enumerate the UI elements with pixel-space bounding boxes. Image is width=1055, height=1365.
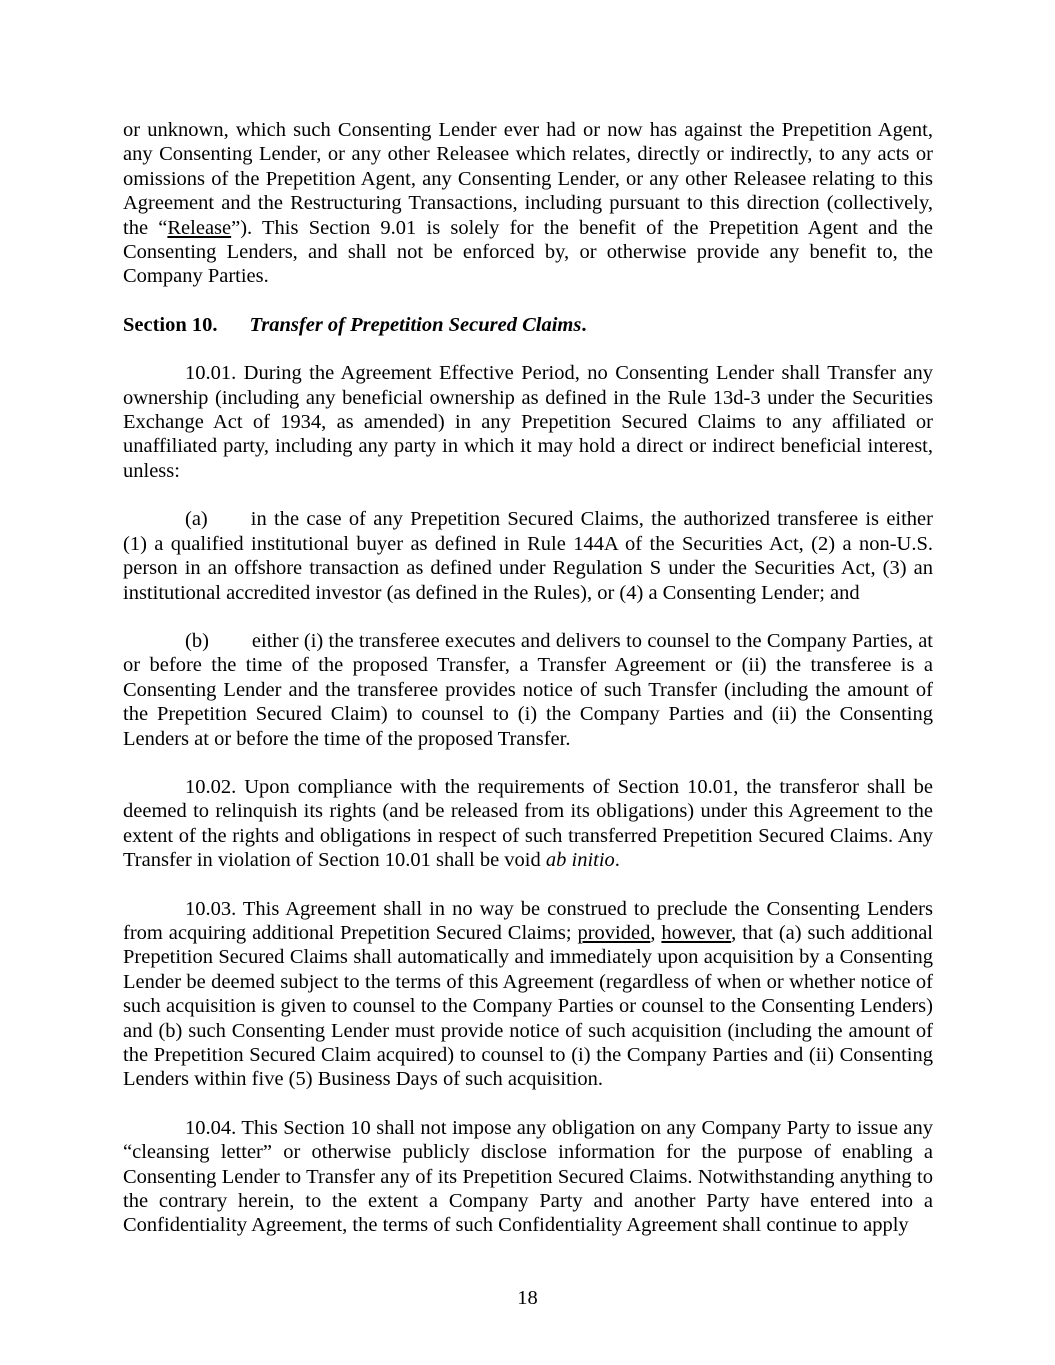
para-10-02 [123, 775, 933, 873]
para-release-clause [123, 118, 933, 289]
text-run: , that (a) such additional Prepetition Secured Claims shall automatically and immediately upon acquisition by a Consenting Lender be deemed subject to the terms of this Agreement (regardless of when or whether notice of such acquisition is given to counsel to the Company Parties or counsel to the Consenting Lenders) and (b) such Consenting Lender must provide notice of such acquisition (including the amount of the Prepetition Secured Claim acquired) to counsel to (i) the Company Parties and (ii) Consenting Lenders within five (5) Business Days of such acquisition. [123, 921, 933, 1091]
page-number: 18 [517, 1286, 538, 1309]
page-body [123, 118, 933, 1262]
text-run: in the case of any Prepetition Secured Claims, the authorized transferee is either (1) a qualified institutional buyer as defined in Rule 144A of the Securities Act, (2) a non-U.S. person in an offshore transaction as defined under Regulation S under the Securities Act, (3) an institutional accredited investor (as defined in the Rules), or (4) a Consenting Lender; and [123, 508, 933, 604]
para-10-01 [123, 361, 933, 483]
text-run: ”). This Section 9.01 is solely for the benefit of the Prepetition Agent and the Consenting Lenders, and shall not be enforced by, or otherwise provide any benefit to, the Company Parties. [123, 216, 933, 288]
text-run-u: provided [577, 921, 651, 944]
para-item-a [123, 507, 933, 605]
text-run: , [650, 921, 662, 944]
text-run: 10.02. Upon compliance with the requirements of Section 10.01, the transferor shall be deemed to relinquish its rights (and be released from its obligations) under this Agreement to the extent of the rights and obligations in respect of such transferred Prepetition Secured Claims. Any Transfer in violation of Section 10.01 shall be void [123, 775, 933, 872]
text-run-bi: Transfer of Prepetition Secured Claims [249, 313, 582, 336]
text-run: either (i) the transferee executes and delivers to counsel to the Company Parties, at or before the time of the proposed Transfer, a Transfer Agreement or (ii) the transferee is a Consenting Lender and the transferee provides notice of such Transfer (including the amount of the Prepetition Secured Claim) to counsel to (i) the Company Parties and (ii) the Consenting Lenders at or before the time of the proposed Transfer. [123, 629, 933, 750]
text-run: (a) [185, 508, 208, 531]
text-run-u: Release [167, 216, 232, 239]
text-run-u: however [661, 921, 732, 944]
text-run-i: ab initio [545, 849, 615, 872]
heading-section-10 [123, 313, 933, 337]
text-run: or unknown, which such Consenting Lender ever had or now has against the Prepetition Agent, any Consenting Lender, or any other Releasee which relates, directly or indirectly, to any acts or omissions of the Prepetition Agent, any Consenting Lender, or any other Releasee relating to this Agreement and the Restructuring Transactions, including pursuant to this direction (collectively, the “ [123, 119, 933, 239]
para-10-03 [123, 897, 933, 1092]
para-10-04 [123, 1116, 933, 1238]
text-run: 10.04. This Section 10 shall not impose any obligation on any Company Party to issue any “cleansing letter” or otherwise publicly disclose information for the purpose of enabling a Consenting Lender to Transfer any of its Prepetition Secured Claims. Notwithstanding anything to the contrary herein, to the extent a Company Party and another Party have entered into a Confidentiality Agreement, the terms of such Confidentiality Agreement shall continue to apply [123, 1116, 933, 1237]
para-item-b [123, 629, 933, 751]
text-run-b: Section 10. [123, 313, 218, 336]
text-run: 10.03. This Agreement shall in no way be construed to preclude the Consenting Lenders from acquiring additional Prepetition Secured Claims; [123, 897, 933, 944]
text-run: . [614, 849, 620, 872]
text-run-b: . [581, 313, 587, 336]
text-run: (b) [185, 629, 209, 652]
text-run: 10.01. During the Agreement Effective Period, no Consenting Lender shall Transfer any ownership (including any beneficial ownership as defined in the Rule 13d-3 under the Securities Exchange Act of 1934, as amended) in any Prepetition Secured Claims to any affiliated or unaffiliated party, including any party in which it may hold a direct or indirect beneficial interest, unless: [123, 362, 933, 482]
